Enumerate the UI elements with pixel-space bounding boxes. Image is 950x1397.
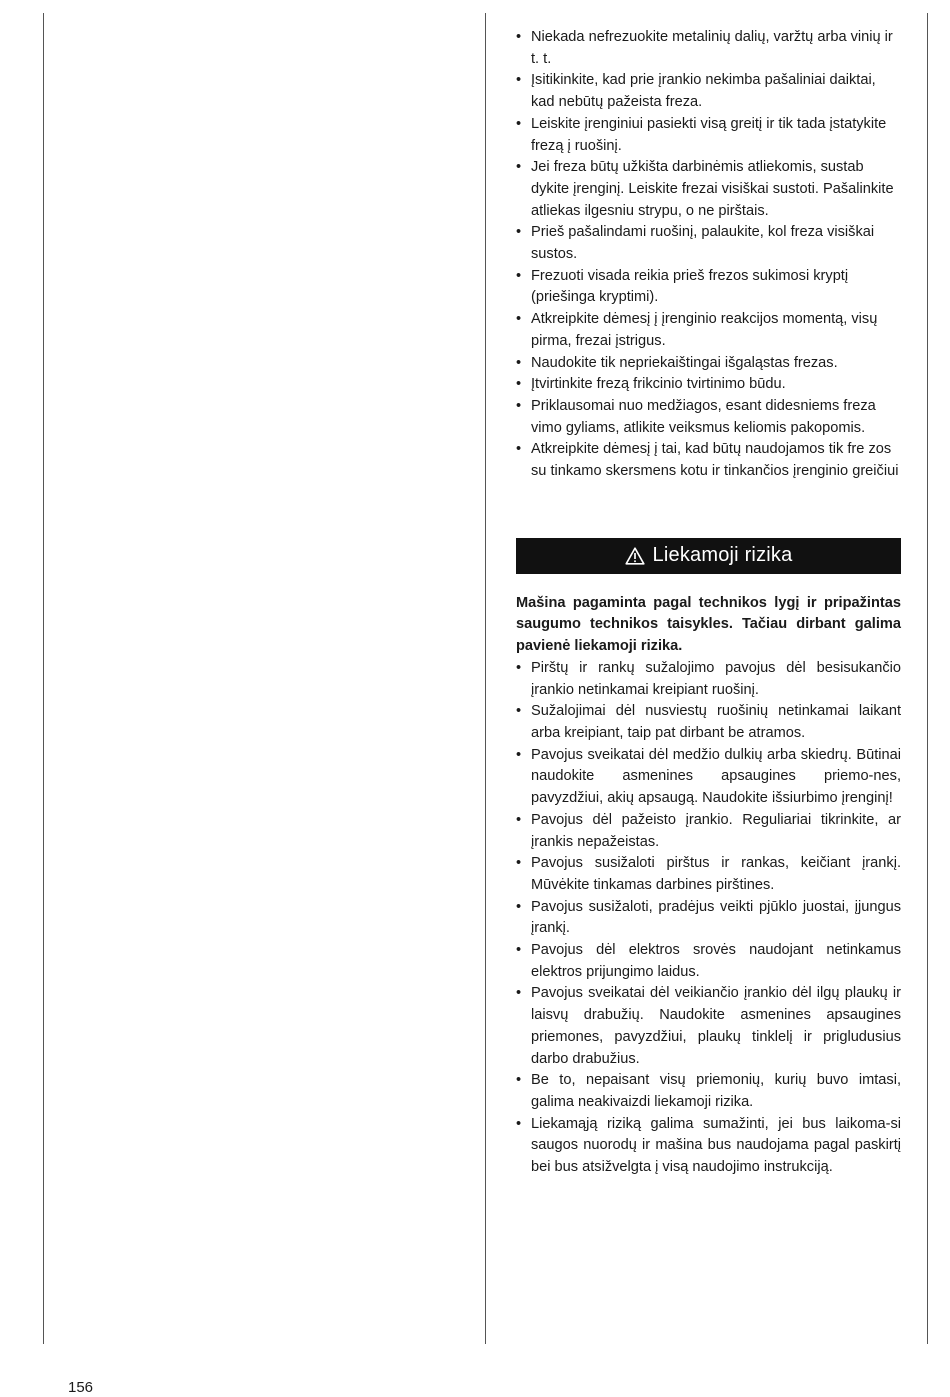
column-rule-left: [43, 13, 44, 1344]
list-item: • Priklausomai nuo medžiagos, esant didesniems freza vimo gyliams, atlikite veiksmus keliomis pakopomis.: [516, 396, 901, 439]
column-rule-middle: [485, 13, 486, 1344]
list-item: • Leiskite įrenginiui pasiekti visą greitį ir tik tada įstatykite frezą į ruošinį.: [516, 114, 901, 157]
section-intro: Mašina pagaminta pagal technikos lygį ir pripažintas saugumo technikos taisykles. Tačiau dirbant galima pavienė liekamoji rizika.: [516, 594, 901, 655]
list-item: • Jei freza būtų užkišta darbinėmis atliekomis, sustab dykite įrenginį. Leiskite frezai visiškai sustoti. Pašalinkite atliekas ilgesniu strypu, o ne pirštais.: [516, 157, 901, 222]
list-item: • Pirštų ir rankų sužalojimo pavojus dėl besisukančio įrankio netinkamai kreipiant ruošinį.: [516, 658, 901, 701]
section-title: Liekamoji rizika: [652, 543, 793, 566]
list-item: • Pavojus sveikatai dėl medžio dulkių arba skiedrų. Būtinai naudokite asmenines apsaugines priemo-nes, pavyzdžiui, akių apsaugą. Naudokite išsiurbimo įrenginį!: [516, 745, 901, 810]
residual-risk-list: [516, 658, 901, 1179]
list-item: • Pavojus sveikatai dėl veikiančio įrankio dėl ilgų plaukų ir laisvų drabužių. Naudokite asmenines apsaugines priemones, pavyzdžiui, plaukų tinklelį ir prigludusius darbo drabužius.: [516, 983, 901, 1070]
section-heading-banner: [516, 538, 901, 574]
warning-triangle-icon: [625, 547, 645, 565]
list-item: • Sužalojimai dėl nusviestų ruošinių netinkamai laikant arba kreipiant, taip pat dirbant be atramos.: [516, 701, 901, 744]
list-item: • Be to, nepaisant visų priemonių, kurių buvo imtasi, galima neakivaizdi liekamoji rizika.: [516, 1070, 901, 1113]
list-item: • Atkreipkite dėmesį į įrenginio reakcijos momentą, visų pirma, frezai įstrigus.: [516, 309, 901, 352]
right-column: [516, 27, 901, 1179]
page-number: 156: [68, 1379, 94, 1396]
list-item: • Frezuoti visada reikia prieš frezos sukimosi kryptį (priešinga kryptimi).: [516, 266, 901, 309]
list-item: • Atkreipkite dėmesį į tai, kad būtų naudojamos tik fre zos su tinkamo skersmens kotu ir tinkančios įrenginio greičiui: [516, 439, 901, 482]
list-item: • Prieš pašalindami ruošinį, palaukite, kol freza visiškai sustos.: [516, 222, 901, 265]
list-item: • Niekada nefrezuokite metalinių dalių, varžtų arba vinių ir t. t.: [516, 27, 901, 70]
list-item: • Naudokite tik nepriekaištingai išgaląstas frezas.: [516, 353, 901, 375]
list-item: • Liekamąją riziką galima sumažinti, jei bus laikoma-si saugos nuorodų ir mašina bus naudojama pagal paskirtį bei bus atsižvelgta į visą naudojimo instrukciją.: [516, 1114, 901, 1179]
column-rule-right: [927, 13, 928, 1344]
list-item: • Įsitikinkite, kad prie įrankio nekimba pašaliniai daiktai, kad nebūtų pažeista freza.: [516, 70, 901, 113]
list-item: • Pavojus dėl pažeisto įrankio. Reguliariai tikrinkite, ar įrankis nepažeistas.: [516, 810, 901, 853]
safety-instructions-list: [516, 27, 901, 483]
list-item: • Pavojus susižaloti pirštus ir rankas, keičiant įrankį. Mūvėkite tinkamas darbines pirštines.: [516, 853, 901, 896]
list-item: • Pavojus susižaloti, pradėjus veikti pjūklo juostai, įjungus įrankį.: [516, 897, 901, 940]
list-item: • Pavojus dėl elektros srovės naudojant netinkamus elektros prijungimo laidus.: [516, 940, 901, 983]
list-item: • Įtvirtinkite frezą frikcinio tvirtinimo būdu.: [516, 374, 901, 396]
